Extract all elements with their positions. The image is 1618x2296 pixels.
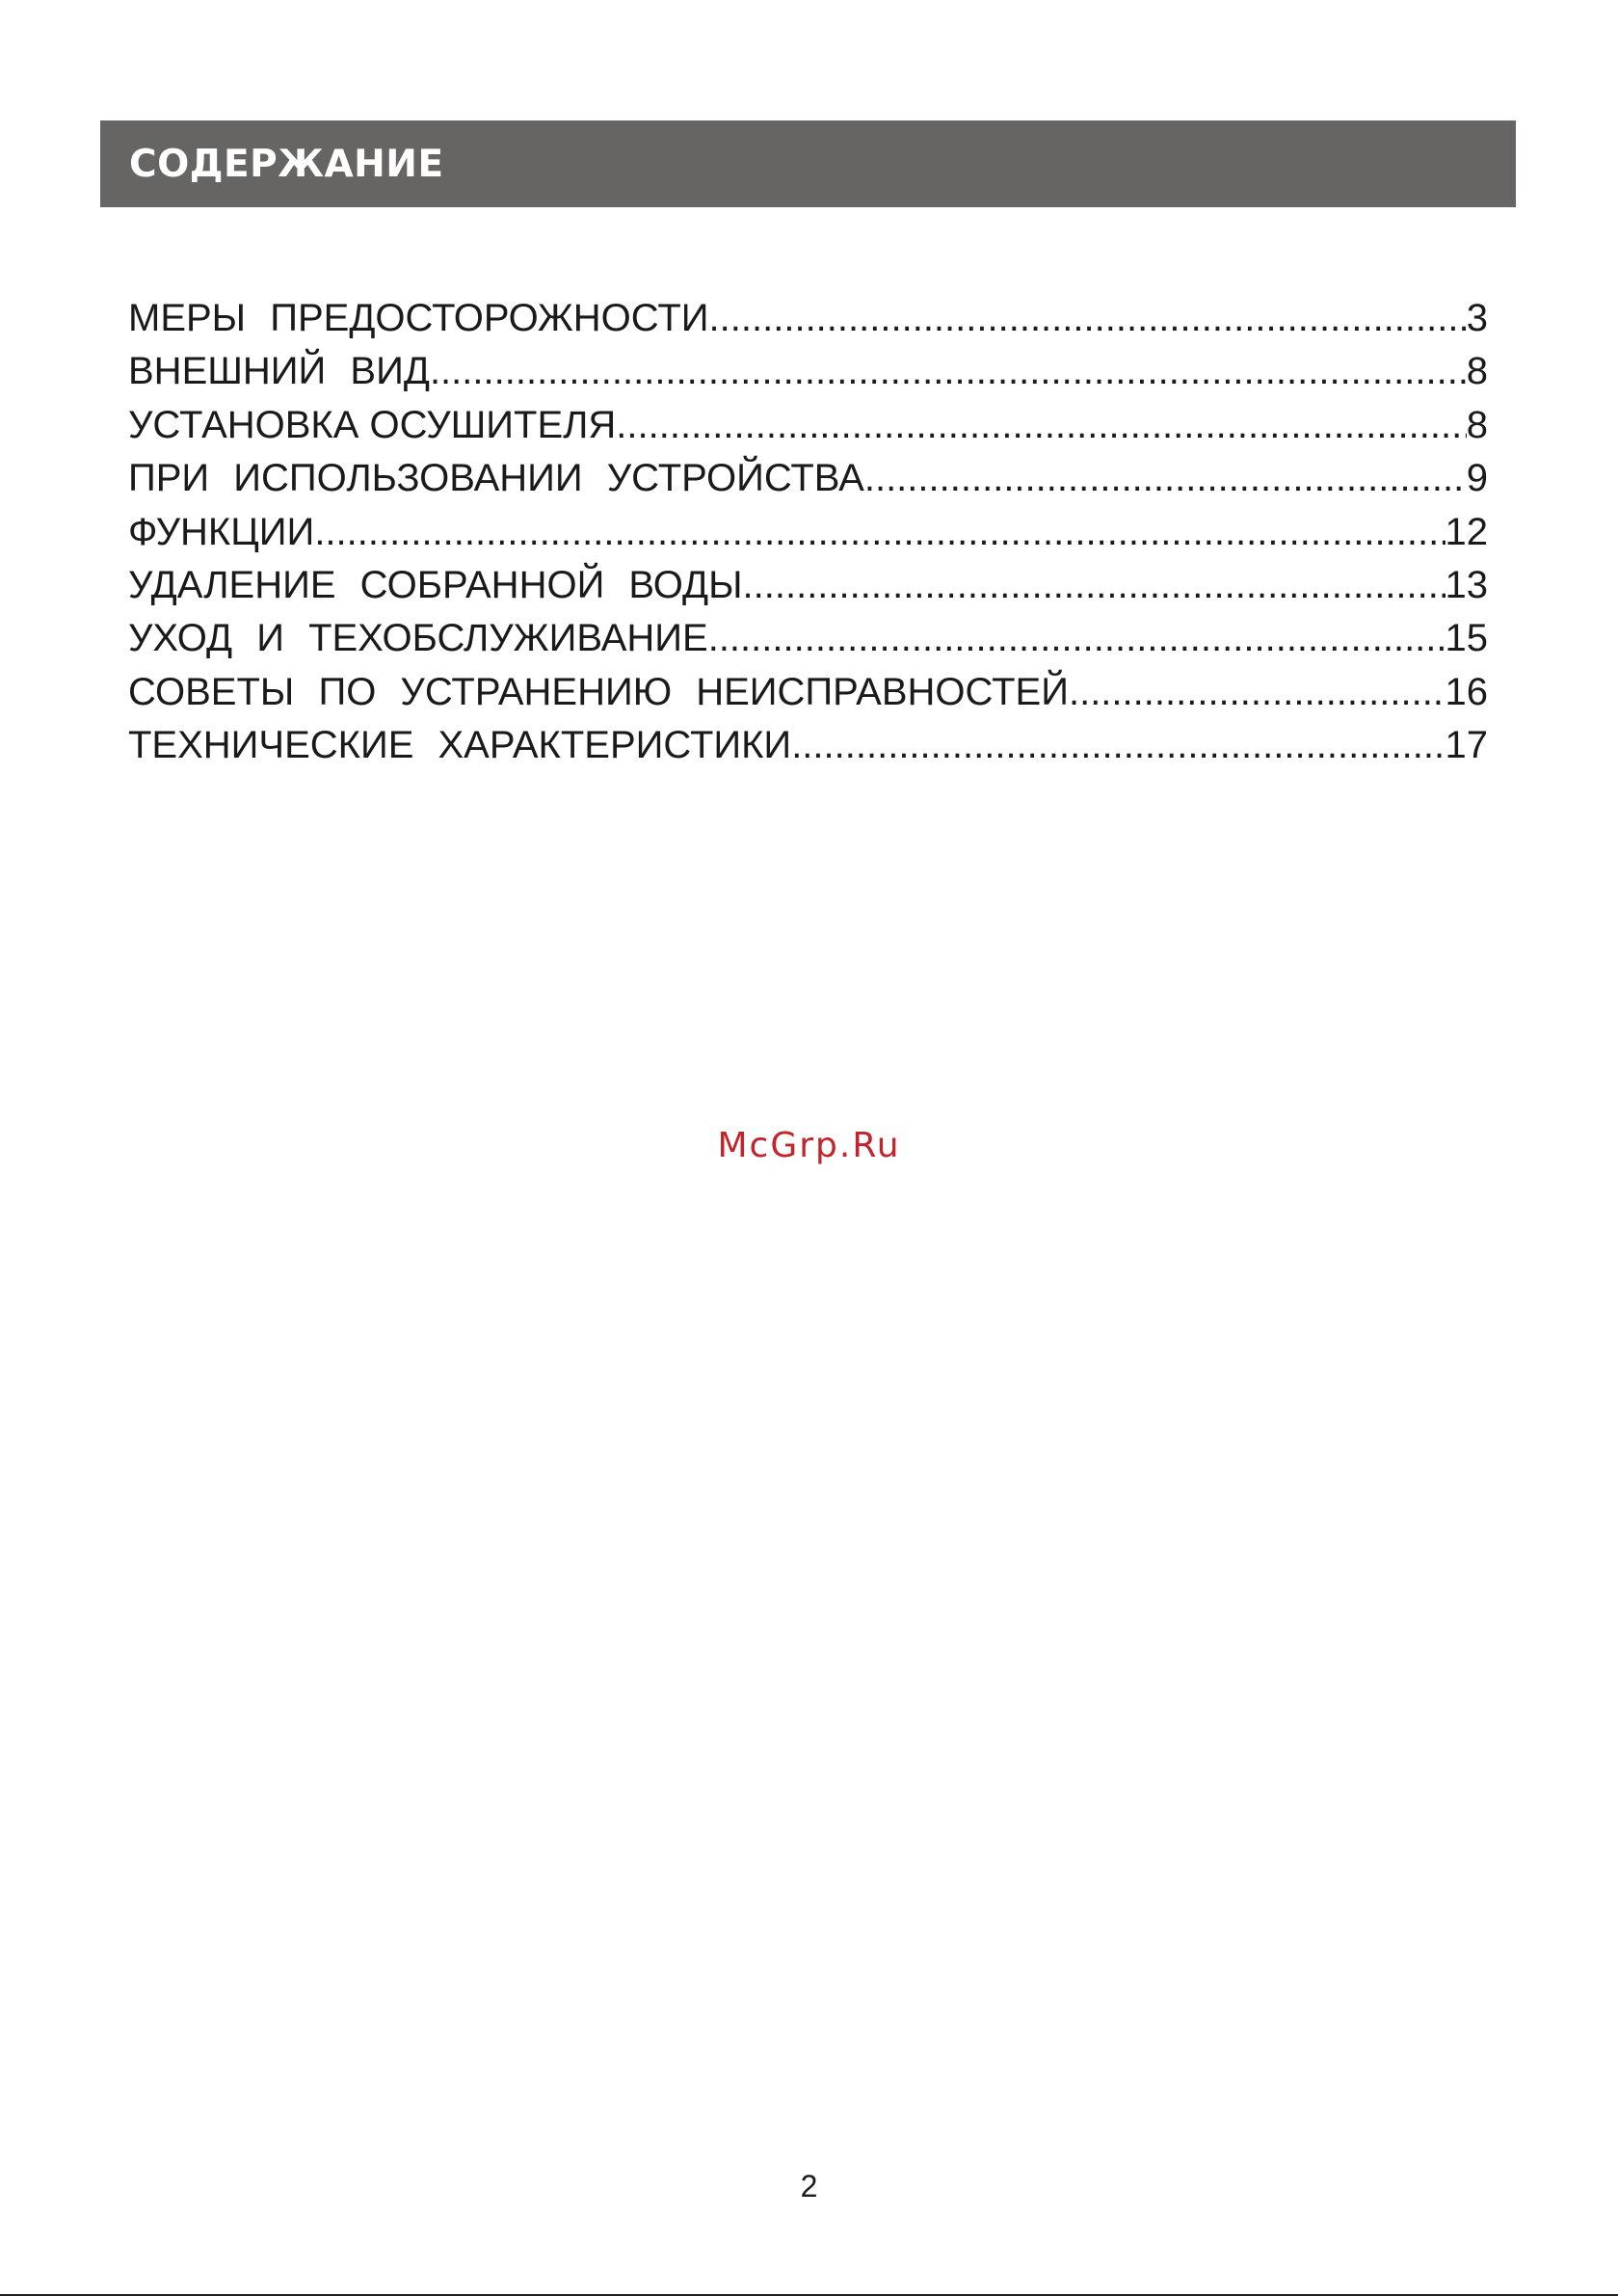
toc-leader-dots <box>1069 666 1446 719</box>
toc-entry-title: ФУНКЦИИ <box>128 510 315 553</box>
toc-entry-title: ПРИ ИСПОЛЬЗОВАНИИ УСТРОЙСТВА <box>128 457 864 500</box>
toc-leader-dots <box>314 506 1445 559</box>
page-number: 2 <box>800 2169 818 2203</box>
toc-entry-page: 12 <box>1445 510 1488 553</box>
watermark: McGrp.Ru <box>717 1126 901 1165</box>
toc-leader-dots <box>791 719 1445 772</box>
toc-entry-title: ТЕХНИЧЕСКИЕ ХАРАКТЕРИСТИКИ <box>128 724 792 767</box>
toc-leader-dots <box>616 399 1466 452</box>
toc-entry-page: 8 <box>1466 403 1488 446</box>
toc-entry[interactable] <box>128 345 1488 398</box>
toc-entry-page: 13 <box>1445 563 1488 606</box>
toc-entry[interactable] <box>128 292 1488 345</box>
table-of-contents <box>128 292 1488 773</box>
toc-entry-page: 17 <box>1445 724 1488 767</box>
toc-leader-dots <box>864 452 1467 505</box>
toc-entry[interactable] <box>128 452 1488 505</box>
toc-entry[interactable] <box>128 399 1488 452</box>
toc-leader-dots <box>430 345 1467 398</box>
toc-leader-dots <box>743 559 1446 612</box>
toc-entry-title: СОВЕТЫ ПО УСТРАНЕНИЮ НЕИСПРАВНОСТЕЙ <box>128 670 1069 713</box>
toc-entry-page: 15 <box>1445 617 1488 660</box>
section-header <box>100 120 1516 207</box>
toc-leader-dots <box>709 292 1467 345</box>
toc-entry-page: 16 <box>1445 670 1488 713</box>
toc-entry[interactable] <box>128 559 1488 612</box>
toc-entry-page: 3 <box>1466 297 1488 339</box>
toc-entry-title: УДАЛЕНИЕ СОБРАННОЙ ВОДЫ <box>128 563 743 606</box>
page-title: СОДЕРЖАНИЕ <box>129 143 444 186</box>
toc-entry-title: УСТАНОВКА ОСУШИТЕЛЯ <box>128 403 617 446</box>
toc-entry[interactable] <box>128 719 1488 772</box>
toc-leader-dots <box>708 612 1446 665</box>
toc-entry-title: ВНЕШНИЙ ВИД <box>128 350 430 393</box>
toc-entry-page: 8 <box>1466 350 1488 393</box>
toc-entry-title: МЕРЫ ПРЕДОСТОРОЖНОСТИ <box>128 297 709 339</box>
toc-entry[interactable] <box>128 506 1488 559</box>
toc-entry-title: УХОД И ТЕХОБСЛУЖИВАНИЕ <box>128 617 708 660</box>
toc-entry-page: 9 <box>1466 457 1488 500</box>
toc-entry[interactable] <box>128 612 1488 665</box>
toc-entry[interactable] <box>128 666 1488 719</box>
